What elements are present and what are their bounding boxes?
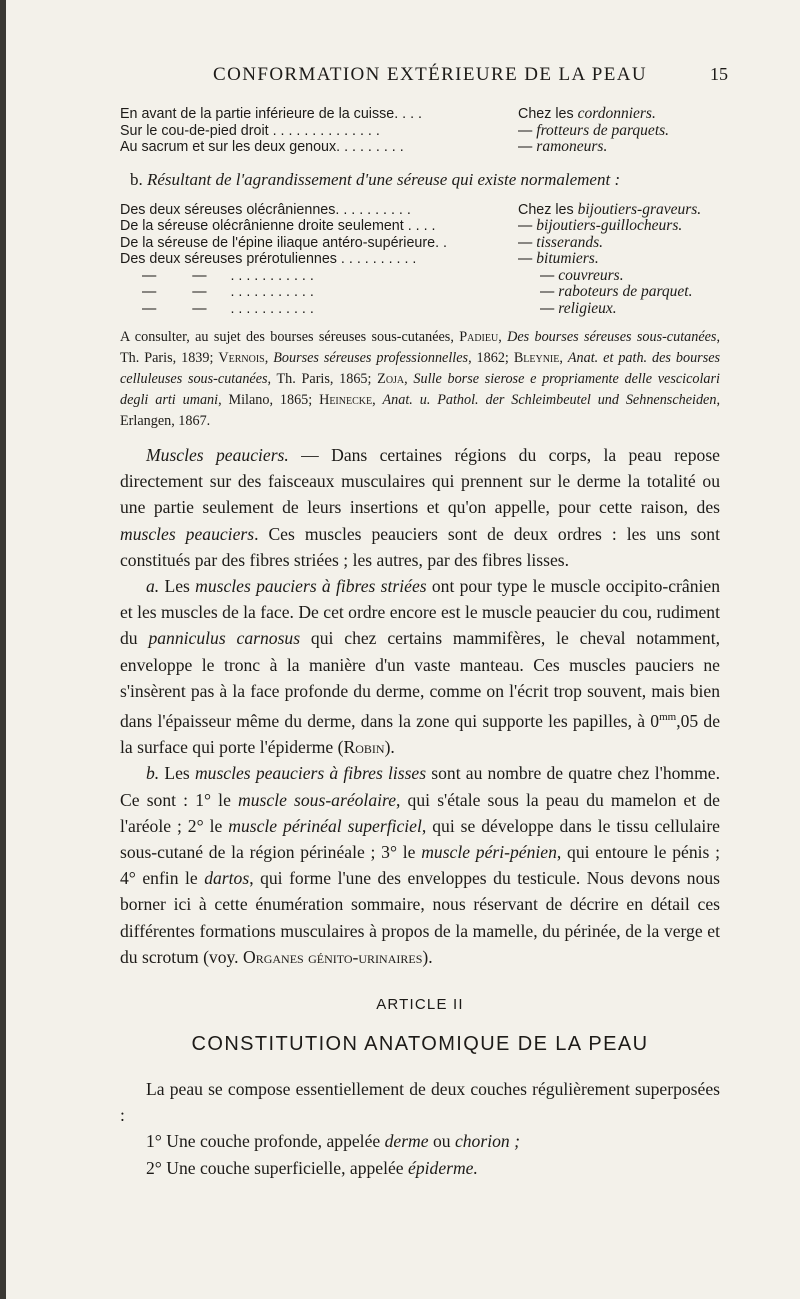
table-row: — — . . . . . . . . . . . — raboteurs de parquet. bbox=[120, 284, 720, 301]
location-cell: En avant de la partie inférieure de la cuisse. . . . bbox=[120, 106, 422, 122]
references-paragraph: A consulter, au sujet des bourses séreuses sous-cutanées, Padieu, Des bourses séreuses sous-cutanées, Th. Paris, 1839; Vernois, Bourses séreuses professionnelles, 1862; Bleynie, Anat. et path. des bourses celluleuses sous-cutanées, Th. Paris, 1865; Zoja, Sulle borse sierose e propriamente delle vescicolari degli arti umani, Milano, 1865; Heinecke, Anat. u. Pathol. der Schleimbeutel und Sehnenscheiden, Erlangen, 1867. bbox=[120, 329, 721, 429]
table-row: De la séreuse de l'épine iliaque antéro-supérieure. . — tisserands. bbox=[120, 234, 604, 251]
prefix: — bbox=[518, 122, 537, 139]
ditto-cell: — — . . . . . . . . . . . bbox=[142, 284, 314, 300]
list-item: 1° Une couche profonde, appelée derme ou chorion ; bbox=[146, 1131, 520, 1152]
paragraph-b: b. Les muscles peauciers à fibres lisses sont au nombre de quatre chez l'homme. Ce sont : 1° le muscle sous-aréolaire, qui s'étale sous la peau du mamelon et de l'aréole ; 2° le muscle périnéal superficiel, qui se développe dans le tissu cellulaire sous-cutané de la région périnéale ; 3° le muscle péri-pénien, qui entoure le pénis ; 4° enfin le dartos, qui forme l'une des enveloppes du testicule. Nous devons nous borner ici à cette énumération sommaire, nous réservant de décrire en détail ces différentes formations musculaires à propos de la mamelle, du périnée, de la verge et du scrotum (voy. Organes génito-urinaires). bbox=[120, 763, 721, 967]
occupation-cell: cordonniers. bbox=[577, 106, 656, 122]
occupation-cell: bijoutiers-graveurs. bbox=[577, 201, 702, 218]
table-row: Des deux séreuses prérotuliennes . . . . . . . . . . — bitumiers. bbox=[120, 251, 599, 267]
occupation-cell: couvreurs. bbox=[558, 267, 624, 284]
prefix: — bbox=[518, 139, 537, 155]
body-text bbox=[120, 442, 720, 970]
section-heading: Muscles peauciers. bbox=[146, 445, 289, 465]
list-item: 2° Une couche superficielle, appelée épiderme. bbox=[146, 1157, 478, 1178]
page-number: 15 bbox=[710, 64, 728, 84]
paragraph-muscles-peauciers: Muscles peauciers. — Dans certaines régions du corps, la peau repose directement sur des faisceaux musculaires qui prennent sur le derme la totalité ou une partie seulement de leurs insertions et qu'on appelle, pour cette raison, des muscles peauciers. Ces muscles peauciers sont de deux ordres : les uns sont constitués par des fibres striées ; les autres, par des fibres lisses. bbox=[120, 445, 720, 570]
prefix: Chez les bbox=[518, 106, 578, 122]
table-row bbox=[120, 139, 720, 156]
book-page bbox=[120, 64, 728, 1181]
location-cell: Sur le cou-de-pied droit . . . . . . . . . . . . . . bbox=[120, 122, 380, 139]
table-row: — — . . . . . . . . . . . — religieux. bbox=[120, 301, 720, 318]
occupation-cell: bitumiers. bbox=[536, 251, 599, 267]
table-row: De la séreuse olécrânienne droite seulement . . . . — bijoutiers-guillocheurs. bbox=[120, 218, 683, 234]
ditto-cell: — — . . . . . . . . . . . bbox=[142, 267, 314, 284]
location-cell: Des deux séreuses prérotuliennes . . . . . . . . . . bbox=[120, 251, 417, 267]
article-title: CONSTITUTION ANATOMIQUE DE LA PEAU bbox=[191, 1032, 649, 1055]
constitution-text bbox=[120, 1076, 720, 1181]
occupation-cell: ramoneurs. bbox=[536, 139, 608, 155]
occupation-table-a bbox=[120, 106, 720, 156]
constitution-intro: La peau se compose essentiellement de deux couches régulièrement superposées : bbox=[120, 1078, 720, 1126]
running-head bbox=[120, 64, 728, 92]
table-row bbox=[120, 123, 720, 140]
occupation-cell: bijoutiers-guillocheurs. bbox=[536, 218, 683, 234]
table-row: — — . . . . . . . . . . . — couvreurs. bbox=[120, 268, 720, 285]
subhead-b: b. Résultant de l'agrandissement d'une séreuse qui existe normalement : bbox=[130, 169, 621, 189]
occupation-cell: tisserands. bbox=[536, 234, 604, 251]
location-cell: Au sacrum et sur les deux genoux. . . . . . . . . bbox=[120, 139, 404, 155]
occupation-cell: religieux. bbox=[558, 300, 617, 317]
location-cell: De la séreuse olécrânienne droite seulement . . . . bbox=[120, 218, 436, 234]
table-row: Des deux séreuses olécrâniennes. . . . . . . . . . Chez les bijoutiers-graveurs. bbox=[120, 201, 702, 218]
occupation-cell: frotteurs de parquets. bbox=[536, 122, 670, 139]
location-cell: Des deux séreuses olécrâniennes. . . . . . . . . . bbox=[120, 201, 411, 218]
table-row bbox=[120, 106, 720, 123]
page-edge-shadow bbox=[0, 0, 6, 1299]
ditto-cell: — — . . . . . . . . . . . bbox=[142, 300, 314, 317]
occupation-table-b bbox=[120, 202, 720, 318]
location-cell: De la séreuse de l'épine iliaque antéro-supérieure. . bbox=[120, 234, 447, 251]
article-label: ARTICLE II bbox=[376, 995, 464, 1013]
occupation-cell: raboteurs de parquet. bbox=[558, 284, 693, 300]
paragraph-a: a. Les muscles pauciers à fibres striées ont pour type le muscle occipito-crânien et les muscles de la face. De cet ordre encore est le muscle peaucier du cou, rudiment du panniculus carnosus qui chez certains mammifères, le cheval notamment, enveloppe le tronc à la manière d'un vaste manteau. Ces muscles pauciers ne s'insèrent pas à la face profonde du derme, comme on l'écrit trop souvent, mais bien dans l'épaisseur même du derme, dans la zone qui supporte les papilles, à $0^{mm},05$ de la surface qui porte l'épiderme (Robin). bbox=[120, 576, 721, 758]
running-head-title: CONFORMATION EXTÉRIEURE DE LA PEAU bbox=[213, 64, 647, 85]
